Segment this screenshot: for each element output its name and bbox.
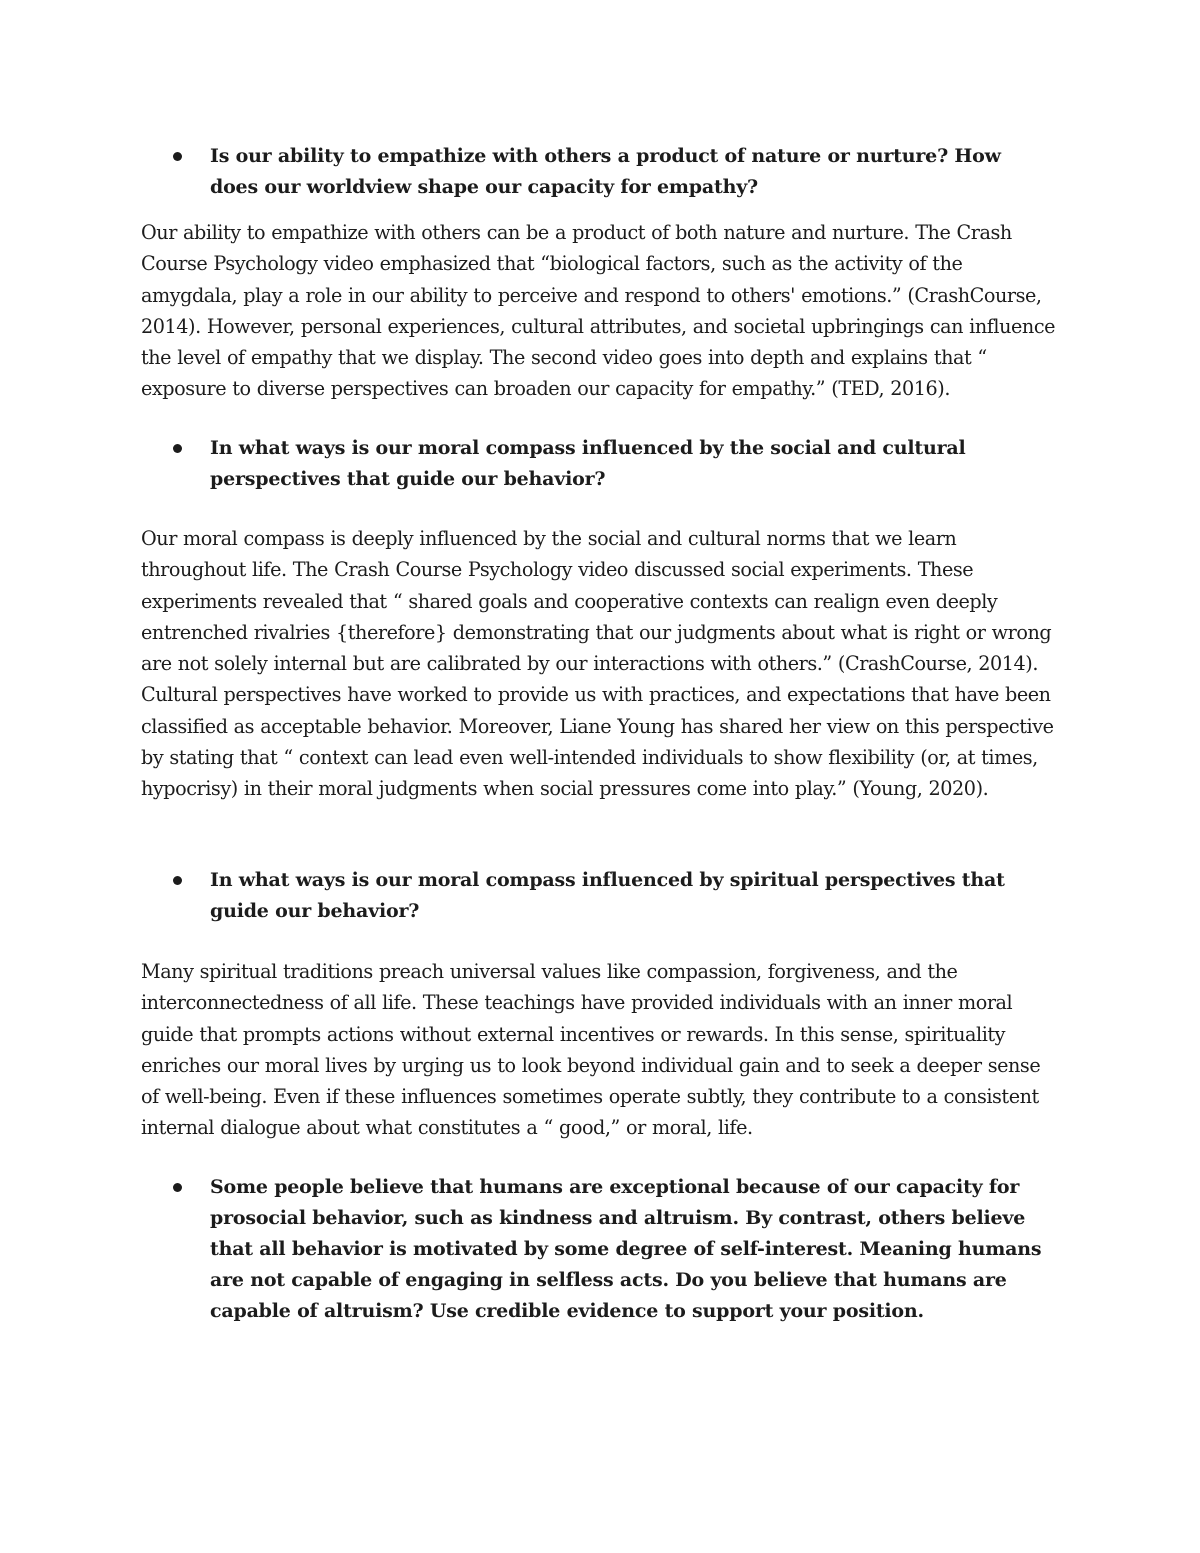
bullet-icon [173, 152, 182, 161]
answer-3: Many spiritual traditions preach universal values like compassion, forgiveness, and the interconnectedness of all life. These teachings have provided individuals with an inner moral guide that prompts actions without external incentives or rewards. In this sense, spirituality enriches our moral lives by urging us to look beyond individual gain and to seek a deeper sense of well-being. Even if these influences sometimes operate subtly, they contribute to a consistent internal dialogue about what constitutes a “ good,” or moral, life. [141, 960, 1041, 1140]
question-1-text: Is our ability to empathize with others a product of nature or nurture? How does our worldview shape our capacity for empathy? [210, 145, 1001, 198]
question-2 [210, 433, 1050, 495]
question-3 [210, 865, 1050, 927]
bullet-icon [173, 876, 182, 885]
answer-2: Our moral compass is deeply influenced by the social and cultural norms that we learn throughout life. The Crash Course Psychology video discussed social experiments. These experiments revealed that “ shared goals and cooperative contexts can realign even deeply entrenched rivalries {therefore} demonstrating that our judgments about what is right or wrong are not solely internal but are calibrated by our interactions with others.” (CrashCourse, 2014). Cultural perspectives have worked to provide us with practices, and expectations that have been classified as acceptable behavior. Moreover, Liane Young has shared her view on this perspective by stating that “ context can lead even well-intended individuals to show flexibility (or, at times, hypocrisy) in their moral judgments when social pressures come into play.” (Young, 2020). [141, 527, 1054, 801]
question-1 [210, 141, 1050, 203]
question-4 [210, 1172, 1050, 1327]
question-3-text: In what ways is our moral compass influenced by spiritual perspectives that guide our behavior? [210, 869, 1005, 922]
bullet-icon [173, 1183, 182, 1192]
answer-1: Our ability to empathize with others can be a product of both nature and nurture. The Crash Course Psychology video emphasized that “biological factors, such as the activity of the amygdala, play a role in our ability to perceive and respond to others' emotions.” (CrashCourse, 2014). However, personal experiences, cultural attributes, and societal upbringings can influence the level of empathy that we display. The second video goes into depth and explains that “ exposure to diverse perspectives can broaden our capacity for empathy.” (TED, 2016). [141, 221, 1056, 401]
bullet-icon [173, 444, 182, 453]
question-4-text: Some people believe that humans are exceptional because of our capacity for prosocial behavior, such as kindness and altruism. By contrast, others believe that all behavior is motivated by some degree of self-interest. Meaning humans are not capable of engaging in selfless acts. Do you believe that humans are capable of altruism? Use credible evidence to support your position. [210, 1176, 1042, 1322]
question-2-text: In what ways is our moral compass influenced by the social and cultural perspectives that guide our behavior? [210, 437, 966, 490]
